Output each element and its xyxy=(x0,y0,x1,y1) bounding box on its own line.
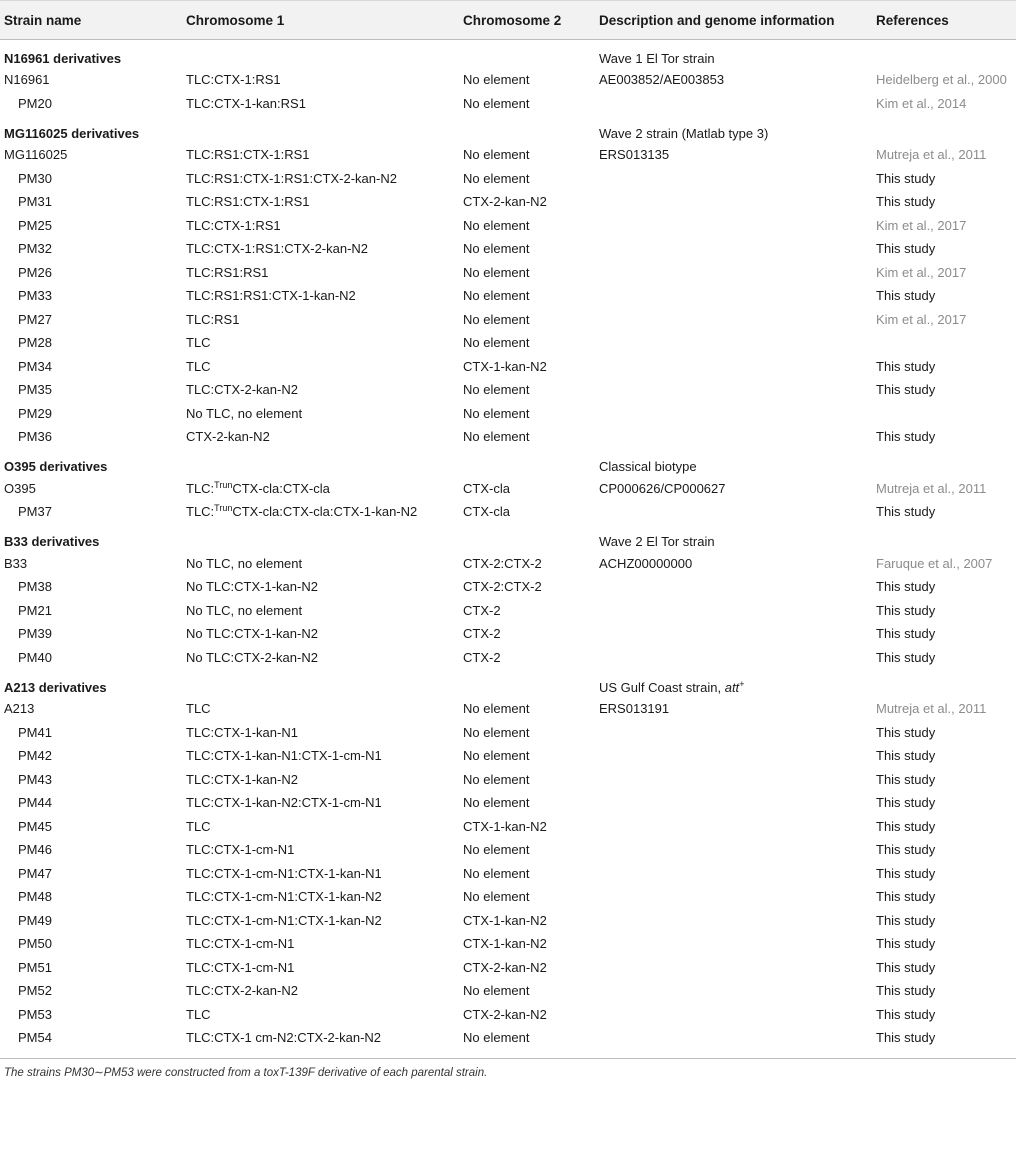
chromosome-2: No element xyxy=(463,405,530,421)
strain-name: PM41 xyxy=(18,724,52,740)
table-row xyxy=(0,92,1016,116)
chromosome-1 xyxy=(182,378,459,402)
chromosome-1-text: No TLC:CTX-2-kan-N2 xyxy=(186,649,318,665)
chromosome-1-text: CTX-cla:CTX-cla xyxy=(232,480,330,496)
table-row xyxy=(0,331,1016,355)
genome-information xyxy=(595,815,872,839)
genome-information xyxy=(595,744,872,768)
chromosome-2: CTX-2:CTX-2 xyxy=(463,579,542,595)
chromosome-1-text: TLC:CTX-1-kan:RS1 xyxy=(186,95,306,111)
reference-link[interactable]: Mutreja et al., 2011 xyxy=(876,480,987,496)
strain-name: PM25 xyxy=(18,217,52,233)
genome-information xyxy=(595,261,872,285)
strain-name: PM45 xyxy=(18,818,52,834)
genome-information xyxy=(595,378,872,402)
chromosome-2: CTX-2-kan-N2 xyxy=(463,1006,547,1022)
strain-name: PM20 xyxy=(18,95,52,111)
reference-text: This study xyxy=(876,504,936,520)
reference-link[interactable]: Mutreja et al., 2011 xyxy=(876,147,987,163)
chromosome-2: No element xyxy=(463,748,530,764)
group-ref-empty xyxy=(872,115,1016,143)
genome-information xyxy=(595,885,872,909)
chromosome-1 xyxy=(182,956,459,980)
chromosome-2: CTX-2 xyxy=(463,626,501,642)
chromosome-1-text: TLC:CTX-1-cm-N1 xyxy=(186,936,295,952)
genome-information: ACHZ00000000 xyxy=(599,555,693,571)
chromosome-1-text: TLC:CTX-1-kan-N2:CTX-1-cm-N1 xyxy=(186,795,382,811)
group-description-text: US Gulf Coast strain, xyxy=(599,679,725,695)
group-description xyxy=(595,40,872,69)
table-row xyxy=(0,575,1016,599)
chromosome-2: CTX-cla xyxy=(463,504,510,520)
chromosome-1-text: TLC:RS1:CTX-1:RS1 xyxy=(186,194,310,210)
group-row xyxy=(0,449,1016,477)
reference-text: This study xyxy=(876,865,936,881)
reference-link[interactable]: Faruque et al., 2007 xyxy=(876,555,993,571)
chromosome-1 xyxy=(182,932,459,956)
chromosome-1-text: TLC:RS1:CTX-1:RS1:CTX-2-kan-N2 xyxy=(186,170,397,186)
group-description xyxy=(595,115,872,143)
chromosome-1 xyxy=(182,308,459,332)
chromosome-2: No element xyxy=(463,335,530,351)
reference-text: This study xyxy=(876,959,936,975)
strain-name: PM32 xyxy=(18,241,52,257)
strain-name: PM38 xyxy=(18,579,52,595)
genome-information xyxy=(595,599,872,623)
genome-information xyxy=(595,721,872,745)
reference-text: This study xyxy=(876,936,936,952)
table-row xyxy=(0,1003,1016,1027)
genome-information xyxy=(595,92,872,116)
chromosome-1 xyxy=(182,768,459,792)
reference-text: This study xyxy=(876,1006,936,1022)
table-row xyxy=(0,477,1016,501)
chromosome-1 xyxy=(182,261,459,285)
strain-name: PM52 xyxy=(18,983,52,999)
table-row xyxy=(0,885,1016,909)
strain-name: PM42 xyxy=(18,748,52,764)
genome-information xyxy=(595,331,872,355)
strain-name: PM51 xyxy=(18,959,52,975)
header-chromosome-2: Chromosome 2 xyxy=(459,1,595,40)
table-row xyxy=(0,599,1016,623)
chromosome-1-text: No TLC:CTX-1-kan-N2 xyxy=(186,579,318,595)
genome-information xyxy=(595,190,872,214)
reference-text: This study xyxy=(876,771,936,787)
table-row xyxy=(0,190,1016,214)
chromosome-1 xyxy=(182,909,459,933)
reference-text: This study xyxy=(876,889,936,905)
chromosome-1 xyxy=(182,68,459,92)
chromosome-2: No element xyxy=(463,795,530,811)
chromosome-1 xyxy=(182,622,459,646)
chromosome-1 xyxy=(182,1026,459,1050)
genome-information xyxy=(595,214,872,238)
chromosome-1-text: TLC:RS1:RS1:CTX-1-kan-N2 xyxy=(186,288,356,304)
reference-text: This study xyxy=(876,649,936,665)
chromosome-2: No element xyxy=(463,95,530,111)
group-row xyxy=(0,669,1016,697)
chromosome-1 xyxy=(182,1003,459,1027)
chromosome-2: No element xyxy=(463,170,530,186)
chromosome-1 xyxy=(182,575,459,599)
chromosome-1-text: CTX-cla:CTX-cla:CTX-1-kan-N2 xyxy=(232,504,418,520)
chromosome-1 xyxy=(182,167,459,191)
chromosome-1-text: TLC xyxy=(186,335,211,351)
group-description-superscript: + xyxy=(739,678,745,689)
strain-name: PM48 xyxy=(18,889,52,905)
header-chromosome-1: Chromosome 1 xyxy=(182,1,459,40)
chromosome-2: No element xyxy=(463,241,530,257)
reference-text: This study xyxy=(876,602,936,618)
reference-text: This study xyxy=(876,626,936,642)
chromosome-2: No element xyxy=(463,264,530,280)
chromosome-1-text: TLC xyxy=(186,818,211,834)
strain-name: PM54 xyxy=(18,1030,52,1046)
chromosome-1 xyxy=(182,791,459,815)
genome-information xyxy=(595,768,872,792)
genome-information: ERS013191 xyxy=(599,701,670,717)
strain-name: PM34 xyxy=(18,358,52,374)
strain-name: MG116025 xyxy=(4,147,68,163)
group-description-text: Wave 1 El Tor strain xyxy=(599,50,715,66)
table-row xyxy=(0,378,1016,402)
chromosome-1 xyxy=(182,425,459,449)
chromosome-2: CTX-2-kan-N2 xyxy=(463,194,547,210)
chromosome-1-text: TLC:CTX-2-kan-N2 xyxy=(186,983,298,999)
table-footnote: The strains PM30∼PM53 were constructed from a toxT-139F derivative of each parental strain. xyxy=(0,1058,1016,1079)
chromosome-1 xyxy=(182,237,459,261)
chromosome-1 xyxy=(182,599,459,623)
table-row xyxy=(0,143,1016,167)
reference-text: This study xyxy=(876,429,936,445)
chromosome-2: CTX-1-kan-N2 xyxy=(463,818,547,834)
genome-information xyxy=(595,838,872,862)
chromosome-1-text: TLC:CTX-1-kan-N2 xyxy=(186,771,298,787)
genome-information: CP000626/CP000627 xyxy=(599,480,726,496)
group-name: O395 derivatives xyxy=(4,459,108,474)
chromosome-1 xyxy=(182,143,459,167)
genome-information xyxy=(595,284,872,308)
chromosome-1 xyxy=(182,331,459,355)
chromosome-1-superscript: Trun xyxy=(214,503,233,514)
genome-information xyxy=(595,622,872,646)
chromosome-1-text: TLC:CTX-2-kan-N2 xyxy=(186,382,298,398)
group-description-text: Wave 2 strain (Matlab type 3) xyxy=(599,125,769,141)
chromosome-1 xyxy=(182,214,459,238)
reference-link[interactable]: Heidelberg et al., 2000 xyxy=(876,72,1007,88)
strain-name: O395 xyxy=(4,480,36,496)
table-row xyxy=(0,862,1016,886)
group-name: B33 derivatives xyxy=(4,534,100,549)
chromosome-1 xyxy=(182,355,459,379)
genome-information xyxy=(595,425,872,449)
chromosome-1-superscript: Trun xyxy=(214,479,233,490)
genome-information xyxy=(595,862,872,886)
chromosome-1-text: TLC:RS1:CTX-1:RS1 xyxy=(186,147,310,163)
reference-text: This study xyxy=(876,724,936,740)
strain-name: PM30 xyxy=(18,170,52,186)
chromosome-1-text: TLC:CTX-1-cm-N1:CTX-1-kan-N1 xyxy=(186,865,382,881)
table-row xyxy=(0,838,1016,862)
genome-information xyxy=(595,979,872,1003)
chromosome-2: CTX-2 xyxy=(463,602,501,618)
chromosome-1-text: No TLC:CTX-1-kan-N2 xyxy=(186,626,318,642)
chromosome-1 xyxy=(182,815,459,839)
chromosome-2: No element xyxy=(463,217,530,233)
group-description-italic: att xyxy=(724,679,740,695)
chromosome-1-text: TLC xyxy=(186,1006,211,1022)
chromosome-2: No element xyxy=(463,382,530,398)
group-ref-empty xyxy=(872,669,1016,697)
strain-name: PM29 xyxy=(18,405,52,421)
chromosome-1 xyxy=(182,92,459,116)
group-description xyxy=(595,669,872,697)
table-row xyxy=(0,552,1016,576)
chromosome-1 xyxy=(182,979,459,1003)
chromosome-1-text: TLC:CTX-1-kan-N1:CTX-1-cm-N1 xyxy=(186,748,382,764)
table-row xyxy=(0,956,1016,980)
chromosome-1 xyxy=(182,744,459,768)
group-name: N16961 derivatives xyxy=(4,50,122,66)
table-row xyxy=(0,721,1016,745)
genome-information xyxy=(595,500,872,524)
chromosome-1 xyxy=(182,885,459,909)
chromosome-1 xyxy=(182,477,459,501)
strain-name: PM49 xyxy=(18,912,52,928)
chromosome-1-text: TLC:CTX-1 cm-N2:CTX-2-kan-N2 xyxy=(186,1030,382,1046)
header-references: References xyxy=(872,1,1016,40)
strain-name: PM26 xyxy=(18,264,52,280)
genome-information xyxy=(595,402,872,426)
chromosome-1-text: No TLC, no element xyxy=(186,555,303,571)
table-row xyxy=(0,744,1016,768)
reference-text: This study xyxy=(876,1030,936,1046)
strain-name: PM53 xyxy=(18,1006,52,1022)
strain-name: PM33 xyxy=(18,288,52,304)
group-row xyxy=(0,40,1016,69)
chromosome-1-text: TLC:CTX-1:RS1 xyxy=(186,72,281,88)
strain-name: PM36 xyxy=(18,429,52,445)
chromosome-1-text: TLC:CTX-1-cm-N1 xyxy=(186,959,295,975)
table-row xyxy=(0,167,1016,191)
table-row xyxy=(0,768,1016,792)
chromosome-2: CTX-1-kan-N2 xyxy=(463,912,547,928)
chromosome-2: No element xyxy=(463,147,530,163)
chromosome-1-text: TLC:RS1 xyxy=(186,311,240,327)
table-row xyxy=(0,697,1016,721)
chromosome-2: No element xyxy=(463,889,530,905)
table-row xyxy=(0,261,1016,285)
reference-text: This study xyxy=(876,983,936,999)
reference-text xyxy=(872,331,1016,355)
group-ref-empty xyxy=(872,40,1016,69)
genome-information xyxy=(595,646,872,670)
group-description xyxy=(595,449,872,477)
strain-name: B33 xyxy=(4,555,28,571)
strain-name: PM28 xyxy=(18,335,52,351)
table-row xyxy=(0,646,1016,670)
table-row xyxy=(0,425,1016,449)
chromosome-1 xyxy=(182,697,459,721)
chromosome-1-text: TLC:CTX-1-cm-N1 xyxy=(186,842,295,858)
chromosome-2: No element xyxy=(463,72,530,88)
chromosome-2: No element xyxy=(463,842,530,858)
chromosome-2: No element xyxy=(463,1030,530,1046)
group-ref-empty xyxy=(872,524,1016,552)
chromosome-2: No element xyxy=(463,983,530,999)
genome-information xyxy=(595,308,872,332)
table-row xyxy=(0,500,1016,524)
table-row xyxy=(0,815,1016,839)
chromosome-2: CTX-2-kan-N2 xyxy=(463,959,547,975)
chromosome-2: CTX-1-kan-N2 xyxy=(463,358,547,374)
genome-information xyxy=(595,575,872,599)
chromosome-2: No element xyxy=(463,771,530,787)
header-description: Description and genome information xyxy=(595,1,872,40)
chromosome-2: CTX-cla xyxy=(463,480,510,496)
reference-text: This study xyxy=(876,170,936,186)
strain-name: PM35 xyxy=(18,382,52,398)
reference-text: This study xyxy=(876,818,936,834)
table-row xyxy=(0,791,1016,815)
strain-name: PM50 xyxy=(18,936,52,952)
table-row xyxy=(0,68,1016,92)
reference-text xyxy=(872,402,1016,426)
genome-information xyxy=(595,1003,872,1027)
chromosome-1-prefix: TLC: xyxy=(186,504,215,520)
group-description-text: Wave 2 El Tor strain xyxy=(599,534,715,549)
chromosome-1 xyxy=(182,552,459,576)
group-description xyxy=(595,524,872,552)
chromosome-2: CTX-2:CTX-2 xyxy=(463,555,542,571)
reference-text: This study xyxy=(876,579,936,595)
chromosome-1 xyxy=(182,190,459,214)
group-name: A213 derivatives xyxy=(4,679,107,695)
reference-link[interactable]: Kim et al., 2017 xyxy=(876,264,967,280)
reference-text: This study xyxy=(876,795,936,811)
reference-link[interactable]: Mutreja et al., 2011 xyxy=(876,701,987,717)
genome-information xyxy=(595,355,872,379)
table-row xyxy=(0,355,1016,379)
strain-name: PM39 xyxy=(18,626,52,642)
chromosome-2: No element xyxy=(463,288,530,304)
strain-name: PM21 xyxy=(18,602,52,618)
strain-name: PM44 xyxy=(18,795,52,811)
chromosome-1 xyxy=(182,838,459,862)
group-ref-empty xyxy=(872,449,1016,477)
group-name: MG116025 derivatives xyxy=(4,125,140,141)
chromosome-2: No element xyxy=(463,311,530,327)
reference-text: This study xyxy=(876,288,936,304)
reference-text: This study xyxy=(876,912,936,928)
reference-text: This study xyxy=(876,382,936,398)
table-row xyxy=(0,909,1016,933)
chromosome-1-text: No TLC, no element xyxy=(186,405,303,421)
chromosome-1 xyxy=(182,402,459,426)
chromosome-2: No element xyxy=(463,865,530,881)
genome-information: AE003852/AE003853 xyxy=(599,72,725,88)
reference-link[interactable]: Kim et al., 2017 xyxy=(876,311,967,327)
chromosome-1-text: TLC xyxy=(186,358,211,374)
chromosome-1-text: TLC:CTX-1-cm-N1:CTX-1-kan-N2 xyxy=(186,912,382,928)
chromosome-2: CTX-1-kan-N2 xyxy=(463,936,547,952)
chromosome-1 xyxy=(182,500,459,524)
strain-name: PM46 xyxy=(18,842,52,858)
chromosome-1-prefix: TLC: xyxy=(186,480,215,496)
strain-name: PM43 xyxy=(18,771,52,787)
chromosome-1 xyxy=(182,646,459,670)
chromosome-1-text: TLC xyxy=(186,701,211,717)
group-row xyxy=(0,524,1016,552)
table-row xyxy=(0,979,1016,1003)
genome-information xyxy=(595,791,872,815)
table-row xyxy=(0,1026,1016,1050)
reference-text: This study xyxy=(876,194,936,210)
strain-name: N16961 xyxy=(4,72,50,88)
table-row xyxy=(0,622,1016,646)
strain-name: PM27 xyxy=(18,311,52,327)
table-row xyxy=(0,308,1016,332)
chromosome-1-text: No TLC, no element xyxy=(186,602,303,618)
chromosome-1 xyxy=(182,721,459,745)
strain-name: PM37 xyxy=(18,504,52,520)
genome-information xyxy=(595,956,872,980)
table-row xyxy=(0,214,1016,238)
genome-information xyxy=(595,167,872,191)
reference-link[interactable]: Kim et al., 2017 xyxy=(876,217,967,233)
genome-information: ERS013135 xyxy=(599,147,670,163)
strain-name: PM31 xyxy=(18,194,52,210)
strain-name: PM40 xyxy=(18,649,52,665)
table-row xyxy=(0,284,1016,308)
reference-text: This study xyxy=(876,842,936,858)
strain-name: A213 xyxy=(4,701,35,717)
chromosome-1-text: CTX-2-kan-N2 xyxy=(186,429,270,445)
chromosome-2: No element xyxy=(463,724,530,740)
table-body xyxy=(0,40,1016,1050)
chromosome-1 xyxy=(182,862,459,886)
genome-information xyxy=(595,932,872,956)
chromosome-1-text: TLC:RS1:RS1 xyxy=(186,264,269,280)
reference-text: This study xyxy=(876,748,936,764)
genome-information xyxy=(595,1026,872,1050)
chromosome-1-text: TLC:CTX-1:RS1:CTX-2-kan-N2 xyxy=(186,241,369,257)
table-row xyxy=(0,932,1016,956)
group-description-text: Classical biotype xyxy=(599,459,697,474)
chromosome-2: No element xyxy=(463,701,530,717)
strain-name: PM47 xyxy=(18,865,52,881)
table-row xyxy=(0,402,1016,426)
reference-text: This study xyxy=(876,358,936,374)
chromosome-1-text: TLC:CTX-1-cm-N1:CTX-1-kan-N2 xyxy=(186,889,382,905)
genome-information xyxy=(595,909,872,933)
table-row xyxy=(0,237,1016,261)
reference-text: This study xyxy=(876,241,936,257)
chromosome-1-text: TLC:CTX-1:RS1 xyxy=(186,217,281,233)
group-row xyxy=(0,115,1016,143)
chromosome-2: CTX-2 xyxy=(463,649,501,665)
header-strain: Strain name xyxy=(0,1,182,40)
reference-link[interactable]: Kim et al., 2014 xyxy=(876,95,967,111)
table-header-row xyxy=(0,1,1016,40)
chromosome-1-text: TLC:CTX-1-kan-N1 xyxy=(186,724,298,740)
genome-information xyxy=(595,237,872,261)
chromosome-1 xyxy=(182,284,459,308)
chromosome-2: No element xyxy=(463,429,530,445)
